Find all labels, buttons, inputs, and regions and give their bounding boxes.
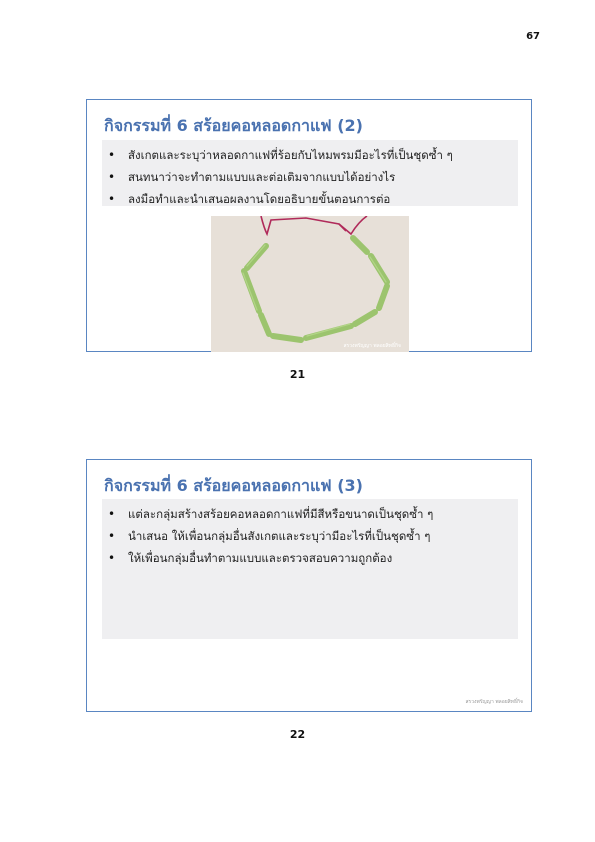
slide-21 <box>86 99 532 352</box>
slide-credit: สรวงพรัญญา พลอยสิทธิ์กิจ <box>465 699 523 705</box>
bullet-list <box>102 140 518 210</box>
bullet-text: นำเสนอ ให้เพื่อนกลุ่มอื่นสังเกตและระบุว่ามีอะไรที่เป็นชุดซ้ำ ๆ <box>128 529 431 543</box>
page-number: 67 <box>526 31 540 42</box>
bullet-text: ให้เพื่อนกลุ่มอื่นทำตามแบบและตรวจสอบความถูกต้อง <box>128 551 393 565</box>
bullet-box <box>102 140 518 206</box>
straw-necklace-photo <box>211 216 409 352</box>
bullet-item <box>108 188 518 210</box>
slide-number: 21 <box>289 368 306 381</box>
bullet-icon: • <box>108 192 116 206</box>
bullet-item <box>108 166 518 188</box>
bullet-item <box>108 525 518 547</box>
bullet-icon: • <box>108 170 116 184</box>
bullet-text: ลงมือทำและนำเสนอผลงานโดยอธิบายขั้นตอนการต่อ <box>128 192 391 206</box>
bullet-icon: • <box>108 148 116 162</box>
slide-title: กิจกรรมที่ 6 สร้อยคอหลอดกาแฟ (2) <box>104 116 363 135</box>
slide-title: กิจกรรมที่ 6 สร้อยคอหลอดกาแฟ (3) <box>104 476 363 495</box>
bullet-icon: • <box>108 529 116 543</box>
bullet-box <box>102 499 518 639</box>
photo-credit: สรวงพรัญญา พลอยสิทธิ์กิจ <box>343 343 401 349</box>
bullet-icon: • <box>108 551 116 565</box>
bullet-item <box>108 503 518 525</box>
bullet-list <box>102 499 518 569</box>
bullet-item <box>108 547 518 569</box>
bullet-text: สนทนาว่าจะทำตามแบบและต่อเติมจากแบบได้อย่างไร <box>128 170 396 184</box>
slide-22 <box>86 459 532 712</box>
straw-necklace-illustration <box>211 216 409 352</box>
bullet-text: สังเกตและระบุว่าหลอดกาแฟที่ร้อยกับไหมพรมมีอะไรที่เป็นชุดซ้ำ ๆ <box>128 148 453 162</box>
bullet-item <box>108 144 518 166</box>
bullet-icon: • <box>108 507 116 521</box>
bullet-text: แต่ละกลุ่มสร้างสร้อยคอหลอดกาแฟที่มีสีหรือขนาดเป็นชุดซ้ำ ๆ <box>128 507 434 521</box>
slide-number: 22 <box>289 728 306 741</box>
